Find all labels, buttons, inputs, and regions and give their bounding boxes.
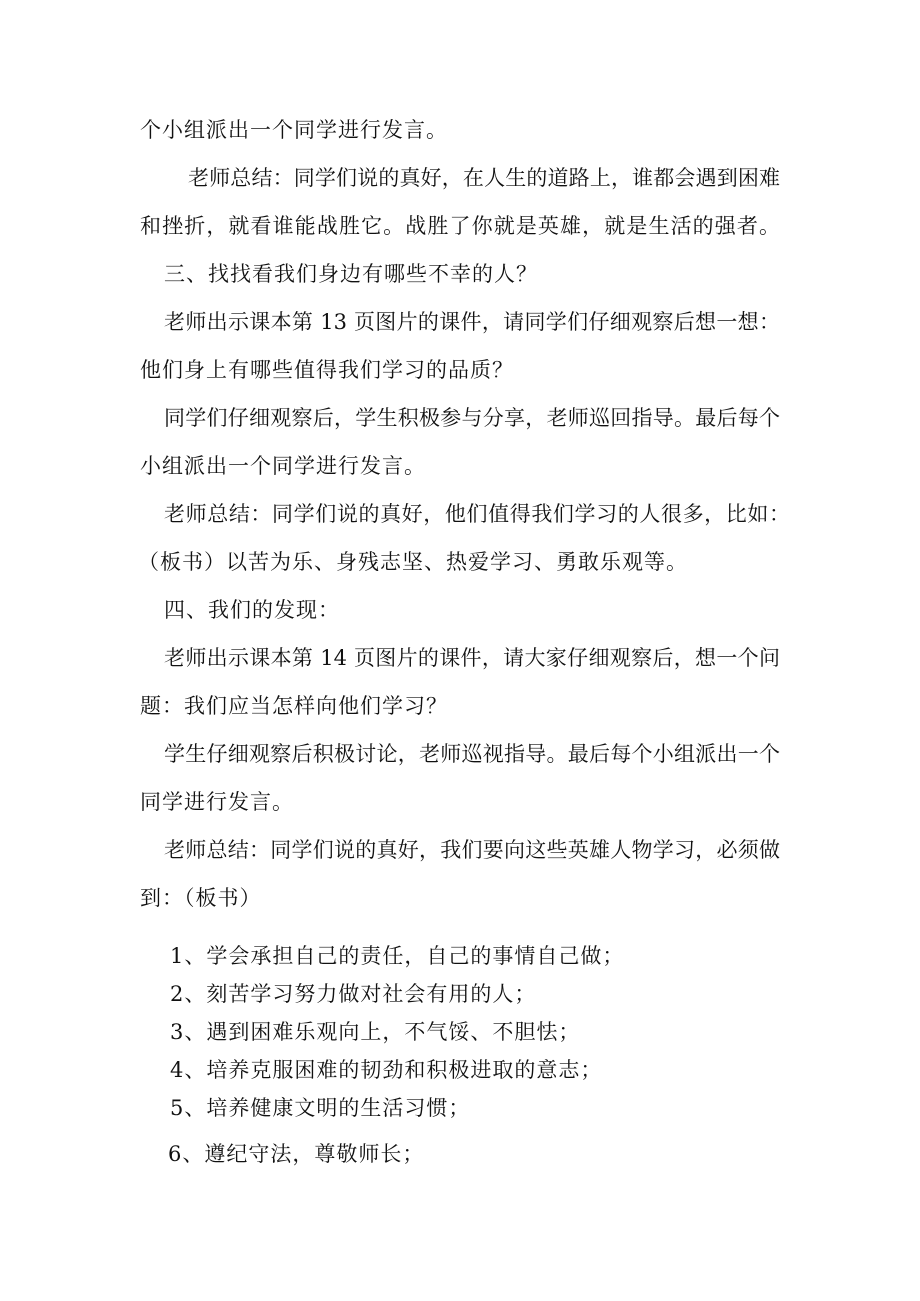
text-line: 老师出示课本第 13 页图片的课件，请同学们仔细观察后想一想：: [164, 310, 780, 334]
list-item: 1、学会承担自己的责任，自己的事情自己做；: [170, 944, 625, 968]
text-line: 和挫折，就看谁能战胜它。战胜了你就是英雄，就是生活的强者。: [140, 214, 780, 238]
list-item: 5、培养健康文明的生活习惯；: [170, 1096, 471, 1120]
list-item: 6、遵纪守法，尊敬师长；: [168, 1142, 425, 1166]
text-line: 小组派出一个同学进行发言。: [140, 454, 426, 478]
text-line: 题：我们应当怎样向他们学习？: [140, 694, 448, 718]
text-line: 同学进行发言。: [140, 790, 294, 814]
text-line: 同学们仔细观察后，学生积极参与分享，老师巡回指导。最后每个: [164, 406, 780, 430]
list-item: 4、培养克服困难的韧劲和积极进取的意志；: [170, 1058, 603, 1082]
text-line: 老师出示课本第 14 页图片的课件，请大家仔细观察后，想一个问: [164, 646, 780, 670]
list-item: 2、刻苦学习努力做对社会有用的人；: [170, 982, 537, 1006]
text-line: 他们身上有哪些值得我们学习的品质？: [140, 358, 514, 382]
text-line: 老师总结：同学们说的真好，他们值得我们学习的人很多，比如：: [164, 502, 790, 526]
section-heading: 四、我们的发现：: [164, 598, 340, 622]
text-line: 老师总结：同学们说的真好，在人生的道路上，谁都会遇到困难: [188, 166, 780, 190]
text-line: 个小组派出一个同学进行发言。: [140, 118, 448, 142]
list-item: 3、遇到困难乐观向上，不气馁、不胆怯；: [170, 1020, 581, 1044]
section-heading: 三、找找看我们身边有哪些不幸的人？: [164, 262, 538, 286]
text-line: 老师总结：同学们说的真好，我们要向这些英雄人物学习，必须做: [164, 838, 780, 862]
text-line: 学生仔细观察后积极讨论，老师巡视指导。最后每个小组派出一个: [164, 742, 780, 766]
text-line: 到：（板书）: [140, 886, 262, 910]
text-line: （板书）以苦为乐、身残志坚、热爱学习、勇敢乐观等。: [138, 550, 688, 574]
